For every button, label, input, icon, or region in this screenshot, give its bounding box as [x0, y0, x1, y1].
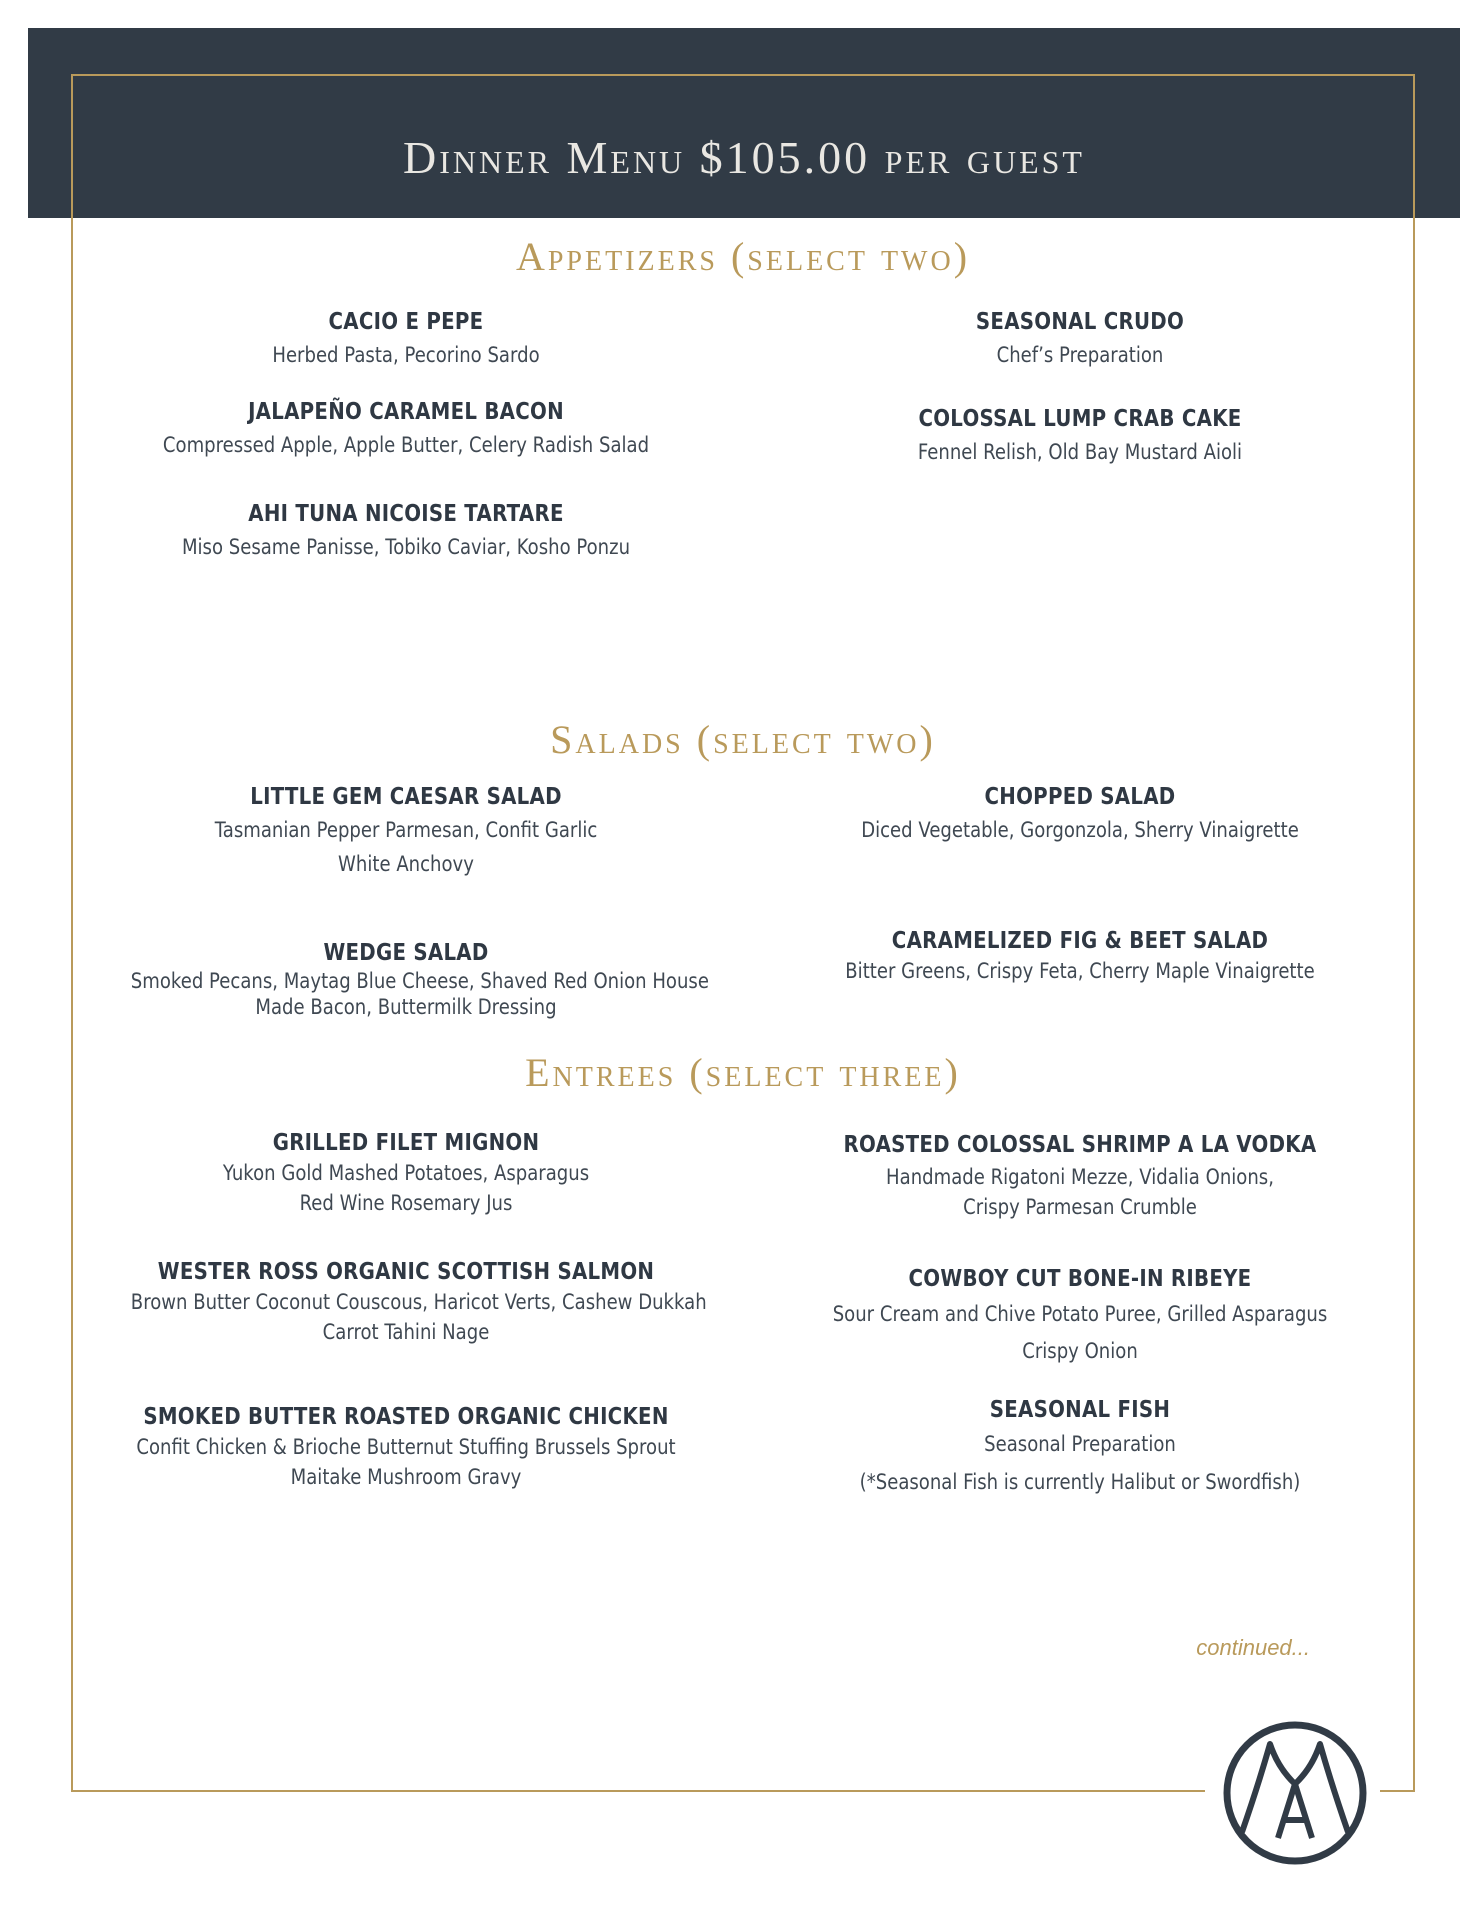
item-name: GRILLED FILET MIGNON [272, 1130, 540, 1156]
section-title-entrees: Entrees (select three) [525, 1050, 961, 1095]
menu-item-fig-beet-salad [760, 926, 1400, 986]
menu-item-jalapeno-bacon [86, 396, 726, 462]
item-desc: White Anchovy [338, 852, 474, 876]
menu-item-shrimp-vodka [760, 1128, 1400, 1222]
item-name: WESTER ROSS ORGANIC SCOTTISH SALMON [157, 1259, 655, 1285]
menu-item-ahi-tuna [86, 498, 726, 564]
item-desc: Maitake Mushroom Gravy [290, 1465, 522, 1489]
item-desc: Sour Cream and Chive Potato Puree, Grilled Asparagus [832, 1302, 1328, 1326]
item-name: CHOPPED SALAD [984, 784, 1176, 810]
item-name: WEDGE SALAD [323, 940, 489, 966]
item-desc: Compressed Apple, Apple Butter, Celery Radish Salad [162, 433, 650, 457]
menu-item-caesar-salad [86, 781, 726, 881]
item-name: LITTLE GEM CAESAR SALAD [250, 784, 562, 810]
menu-item-ribeye [760, 1262, 1400, 1370]
item-desc: Chef’s Preparation [996, 343, 1164, 367]
item-desc: Crispy Onion [1022, 1339, 1138, 1363]
item-name: ROASTED COLOSSAL SHRIMP A LA VODKA [843, 1132, 1317, 1158]
item-name: CARAMELIZED FIG & BEET SALAD [891, 928, 1269, 954]
item-desc: Fennel Relish, Old Bay Mustard Aioli [917, 440, 1243, 464]
item-desc: Handmade Rigatoni Mezze, Vidalia Onions, [886, 1165, 1274, 1189]
item-desc: Crispy Parmesan Crumble [963, 1195, 1197, 1219]
item-desc: Red Wine Rosemary Jus [299, 1191, 513, 1215]
item-desc: Herbed Pasta, Pecorino Sardo [272, 343, 540, 367]
menu-item-cacio-e-pepe [86, 306, 726, 372]
item-desc: Brown Butter Coconut Couscous, Haricot Verts, Cashew Dukkah [130, 1290, 707, 1314]
menu-item-wedge-salad [86, 938, 726, 1020]
item-desc: (*Seasonal Fish is currently Halibut or Swordfish) [859, 1470, 1301, 1494]
item-desc: Smoked Pecans, Maytag Blue Cheese, Shaved Red Onion House [130, 969, 709, 993]
item-desc: Made Bacon, Buttermilk Dressing [255, 995, 557, 1019]
menu-item-filet-mignon [86, 1128, 726, 1218]
item-name: SEASONAL CRUDO [975, 309, 1185, 335]
item-desc: Bitter Greens, Crispy Feta, Cherry Maple Vinaigrette [845, 959, 1315, 983]
monogram-logo-icon [1222, 1720, 1368, 1866]
item-desc: Tasmanian Pepper Parmesan, Confit Garlic [214, 818, 598, 842]
menu-item-seasonal-fish [760, 1394, 1400, 1502]
item-name: SMOKED BUTTER ROASTED ORGANIC CHICKEN [143, 1404, 669, 1430]
item-desc: Confit Chicken & Brioche Butternut Stuffing Brussels Sprout [136, 1435, 676, 1459]
section-title-salads: Salads (select two) [550, 717, 936, 762]
item-name: JALAPEÑO CARAMEL BACON [248, 399, 564, 425]
item-name: CACIO E PEPE [328, 309, 484, 335]
continued-note: continued... [1196, 1635, 1310, 1660]
item-desc: Miso Sesame Panisse, Tobiko Caviar, Kosho Ponzu [181, 535, 631, 559]
item-name: COLOSSAL LUMP CRAB CAKE [918, 406, 1242, 432]
section-title-appetizers: Appetizers (select two) [515, 234, 971, 279]
item-desc: Yukon Gold Mashed Potatoes, Asparagus [222, 1161, 590, 1185]
item-desc: Carrot Tahini Nage [322, 1320, 490, 1344]
item-name: AHI TUNA NICOISE TARTARE [248, 501, 564, 527]
item-name: COWBOY CUT BONE-IN RIBEYE [908, 1266, 1252, 1292]
menu-item-crab-cake [760, 403, 1400, 469]
item-name: SEASONAL FISH [989, 1397, 1171, 1423]
menu-item-scottish-salmon [86, 1257, 726, 1347]
menu-title: Dinner Menu $105.00 per guest [403, 132, 1085, 183]
menu-item-seasonal-crudo [760, 306, 1400, 372]
item-desc: Diced Vegetable, Gorgonzola, Sherry Vinaigrette [861, 818, 1299, 842]
menu-item-chopped-salad [760, 781, 1400, 847]
item-desc: Seasonal Preparation [984, 1432, 1176, 1456]
menu-item-roasted-chicken [86, 1402, 726, 1492]
